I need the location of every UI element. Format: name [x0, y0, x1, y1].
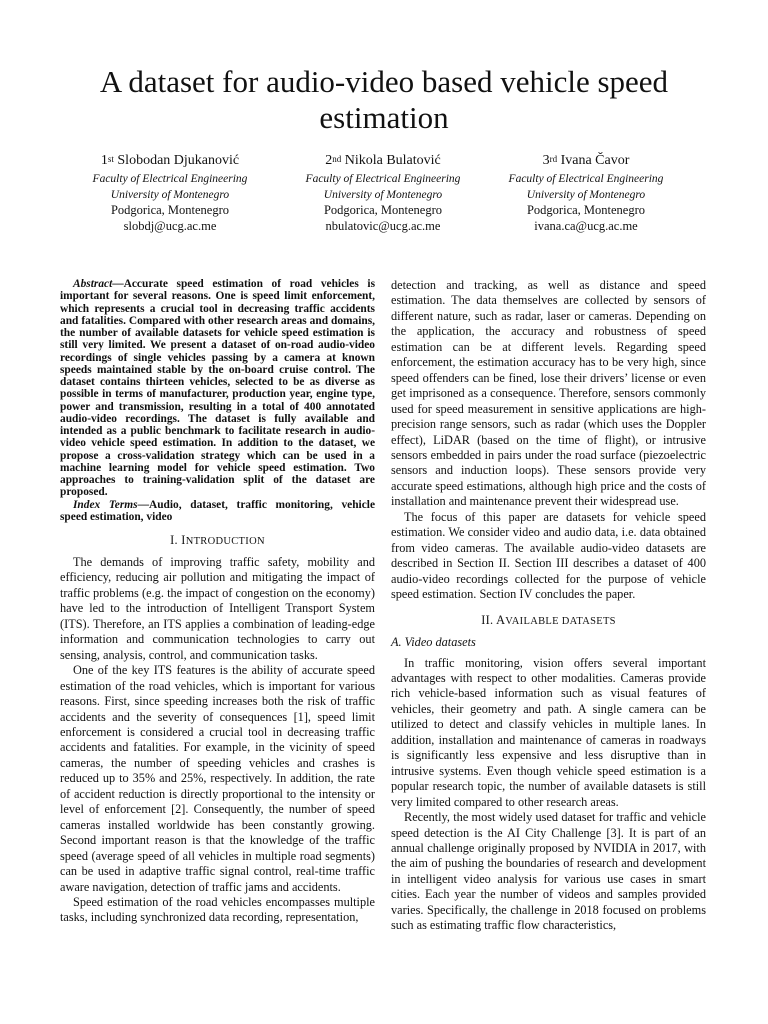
author-name-text: Slobodan Djukanović	[117, 153, 240, 168]
author-affiliation: Faculty of Electrical Engineering	[305, 173, 461, 185]
author-affiliation: Faculty of Electrical Engineering	[508, 173, 664, 185]
subsection-heading-video-datasets: A. Video datasets	[391, 634, 476, 649]
author-location: Podgorica, Montenegro	[526, 203, 646, 217]
section-heading-available-datasets	[391, 613, 706, 629]
abstract-text: —Accurate speed estimation of road vehicles is important for several reasons. One is speed limit enforcement, which represents a crucial tool in decreasing traffic accidents and fatalities. Compared with other research areas and domains, the number of available datasets for vehicle speed estimation is still very limited. We present a dataset of on-road audio-video recordings of single vehicles passing by a camera at known speeds maintained stable by the on-board cruise control. The dataset contains thirteen vehicles, selected to be as diverse as possible in terms of manufacturer, production year, engine type, power and transmission, resulting in a total of 400 annotated audio-video recordings. The dataset is fully available and intended as a public benchmark to facilitate research in audio-video vehicle speed estimation. In addition to the dataset, we propose a cross-validation strategy which can be used in a machine learning model for vehicle speed estimation. Two approaches to training-validation split of the dataset are proposed.	[60, 278, 375, 499]
section-title-rest: VAILABLE DATASETS	[505, 615, 616, 627]
author-name-text: Nikola Bulatović	[344, 153, 441, 168]
section-title-rest: NTRODUCTION	[185, 536, 265, 547]
left-column	[60, 278, 375, 926]
index-terms-label: Index Terms	[73, 498, 138, 511]
author-name	[60, 152, 280, 170]
section-title-initial: I	[181, 533, 186, 547]
paragraph: In traffic monitoring, vision offers several important advantages with respect to other modalities. Cameras provide rich vehicle-based information such as visual features of vehicles, their geometry and path. A single camera can be utilized to detect and classify vehicles in multiple lanes. In addition, installation and maintenance of cameras in roadways is significantly less expensive and less disruptive than in intrusive systems. Even though vehicle speed estimation is a popular research topic, the number of available datasets is still very limited compared to other research areas.	[391, 655, 706, 809]
right-column	[391, 278, 706, 934]
index-terms	[60, 499, 375, 524]
author-name	[273, 152, 493, 170]
section-title-initial: A	[496, 612, 506, 627]
abstract	[60, 278, 375, 499]
author-ordinal: 2	[325, 153, 333, 168]
author-location: Podgorica, Montenegro	[110, 203, 230, 217]
author-block-2	[273, 152, 493, 234]
author-ordinal: 1	[100, 153, 108, 168]
author-name-text: Ivana Čavor	[560, 153, 630, 168]
paragraph: The demands of improving traffic safety, mobility and efficiency, reducing air pollution and mitigating the impact of traffic problems (e.g. the impact of congestion on the economy) have led to the introduction of Intelligent Transport System (ITS). Therefore, an ITS applies a combination of leading-edge information and communication technologies to carry out sensing, analysis, control, and communication tasks.	[60, 555, 375, 662]
author-location: Podgorica, Montenegro	[323, 203, 443, 217]
paragraph: detection and tracking, as well as distance and speed estimation. The data themselves are collected by sensors of different nature, such as radar, laser or cameras. Depending on the application, the accuracy and robustness of speed estimation can be at different levels. Regarding speed enforcement, the estimation accuracy has to be very high, since speed offenders can be fined, lose their drivers’ license or even get imprisoned as a consequence. Therefore, sensors commonly used for speed measurement in sensitive applications are high-precision range sensors, such as radar (which uses the Doppler effect), LiDAR (based on the time of flight), or intrusive sensors embedded in pairs under the road surface (piezoelectric sensors and induction loops). These sensors provide very accurate speed estimations, although high price and the costs of installation and maintenance prevent their widespread use.	[391, 278, 706, 509]
author-university: University of Montenegro	[110, 188, 230, 201]
index-terms-text: —Audio, dataset, traffic monitoring, vehicle speed estimation, video	[60, 498, 375, 523]
paragraph: Recently, the most widely used dataset for traffic and vehicle speed detection is the AI City Challenge [3]. It is part of an annual challenge originally proposed by NVIDIA in 2017, with the aim of pushing the boundaries of research and development in intelligent video analysis for various use cases in smart cities. Each year the number of videos and samples provided varies. Specifically, the challenge in 2018 focused on problems such as estimating traffic flow characteristics,	[391, 810, 706, 933]
section-heading-introduction	[60, 533, 375, 549]
author-block-1	[60, 152, 280, 234]
paragraph: One of the key ITS features is the ability of accurate speed estimation of the road vehicles, which is important for various reasons. First, since speeding increases both the risk of traffic accidents and the severity of consequences [1], speed limit enforcement is considered a crucial tool in decreasing traffic accidents and fatalities. For example, in the vicinity of speed cameras, the number of speeding vehicles and crashes is reduced up to 35% and 25%, respectively. In addition, the rate of accident reduction is directly proportional to the intensity or level of enforcement [2]. Consequently, the number of speed cameras installed worldwide has been constantly growing. Second important reason is that the knowledge of the traffic speed (average speed of all vehicles in multiple road segments) can be used in adaptive traffic signal control, real-time traffic aware navigation, detection of traffic jams and accidents.	[60, 663, 375, 894]
author-ordinal-suffix: st	[107, 154, 114, 164]
author-name	[476, 152, 696, 170]
author-ordinal: 3	[542, 153, 550, 168]
section-number: II.	[481, 612, 494, 627]
author-block-3	[476, 152, 696, 234]
author-university: University of Montenegro	[526, 188, 646, 201]
author-email: ivana.ca@ucg.ac.me	[534, 218, 638, 233]
section-number: I.	[170, 533, 178, 547]
paragraph: Speed estimation of the road vehicles encompasses multiple tasks, including synchronized data recording, representation,	[60, 894, 375, 925]
author-email: nbulatovic@ucg.ac.me	[325, 218, 441, 233]
author-ordinal-suffix: rd	[549, 154, 558, 164]
author-affiliation: Faculty of Electrical Engineering	[92, 173, 248, 185]
abstract-label: Abstract	[73, 278, 113, 290]
author-university: University of Montenegro	[323, 188, 443, 201]
paper-title: A dataset for audio-video based vehicle speed estimation	[99, 64, 669, 135]
paragraph: The focus of this paper are datasets for vehicle speed estimation. We consider video and audio data, i.e. data obtained from video cameras. The available audio-video datasets are described in Section II. Section III describes a dataset of 400 audio-video recordings collected for the purpose of vehicle speed estimation. Section IV concludes the paper.	[391, 509, 706, 602]
author-ordinal-suffix: nd	[332, 154, 342, 164]
author-email: slobdj@ucg.ac.me	[123, 218, 217, 233]
